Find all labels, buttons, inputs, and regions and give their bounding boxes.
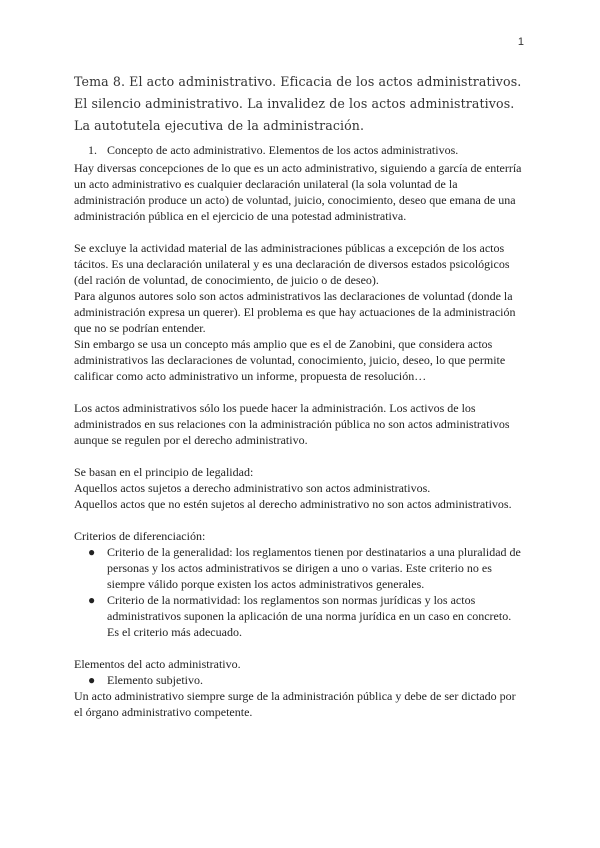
page-number: 1 bbox=[517, 36, 524, 48]
bullet-icon: ● bbox=[88, 673, 96, 687]
paragraph-6: Se basan en el principio de legalidad: bbox=[74, 465, 254, 479]
section-heading-text: Concepto de acto administrativo. Elementos de los actos administrativos. bbox=[107, 143, 459, 157]
paragraph-5: Los actos administrativos sólo los puede hacer la administración. Los activos de los administrados en sus relaciones con la administración pública no son actos administrativos aunque se regulen por el derecho administrativo. bbox=[74, 401, 510, 447]
bullet-icon: ● bbox=[88, 545, 96, 559]
paragraph-4: Sin embargo se usa un concepto más amplio que es el de Zanobini, que considera actos administrativos las declaraciones de voluntad, conocimiento, juicio, deseo, lo que permite calificar como acto administrativo un informe, propuesta de resolución… bbox=[74, 337, 506, 383]
document-body bbox=[74, 71, 526, 720]
criteria-list bbox=[74, 544, 526, 640]
list-item-text: Criterio de la normatividad: los reglamentos son normas jurídicas y los actos administrativos suponen la aplicación de una norma jurídica en un caso en concreto. Es el criterio más adecuado. bbox=[107, 593, 512, 639]
paragraph-8: Aquellos actos que no estén sujetos al derecho administrativo no son actos administrativos. bbox=[74, 497, 512, 511]
paragraph-3: Para algunos autores solo son actos administrativos las declaraciones de voluntad (donde la administración expresa un querer). El problema es que hay actuaciones de la administración que no se podrían entender. bbox=[74, 289, 516, 335]
paragraph-9: Criterios de diferenciación: bbox=[74, 529, 206, 543]
list-item bbox=[88, 544, 526, 592]
list-item-text: Elemento subjetivo. bbox=[107, 673, 203, 687]
document-title: Tema 8. El acto administrativo. Eficacia de los actos administrativos. El silencio administrativo. La invalidez de los actos administrativos. La autotutela ejecutiva de la administración. bbox=[74, 74, 522, 133]
paragraph-1: Hay diversas concepciones de lo que es un acto administrativo, siguiendo a garcía de enterría un acto administrativo es cualquier declaración unilateral (la sola voluntad de la administración produce un acto) de voluntad, juicio, conocimiento, deseo que emana de una administración pública en el ejercicio de una potestad administrativa. bbox=[74, 161, 522, 223]
bullet-icon: ● bbox=[88, 593, 96, 607]
paragraph-2: Se excluye la actividad material de las administraciones públicas a excepción de los actos tácitos. Es una declaración unilateral y es una declaración de diversos estados psicológicos (del ración de voluntad, de conocimiento, de juicio o de deseo). bbox=[74, 241, 510, 287]
list-item-text: Criterio de la generalidad: los reglamentos tienen por destinatarios a una pluralidad de personas y los actos administrativos se dirigen a uno o varias. Este criterio no es siempre válido porque existen los actos administrativos generales. bbox=[107, 545, 521, 591]
paragraph-7: Aquellos actos sujetos a derecho administrativo son actos administrativos. bbox=[74, 481, 431, 495]
paragraph-10: Elementos del acto administrativo. bbox=[74, 657, 241, 671]
list-item bbox=[88, 672, 526, 688]
list-item bbox=[88, 592, 526, 640]
elements-list bbox=[74, 672, 526, 688]
section-heading-1 bbox=[88, 142, 526, 158]
section-number: 1. bbox=[88, 143, 97, 157]
paragraph-11: Un acto administrativo siempre surge de la administración pública y debe de ser dictado por el órgano administrativo competente. bbox=[74, 689, 516, 719]
